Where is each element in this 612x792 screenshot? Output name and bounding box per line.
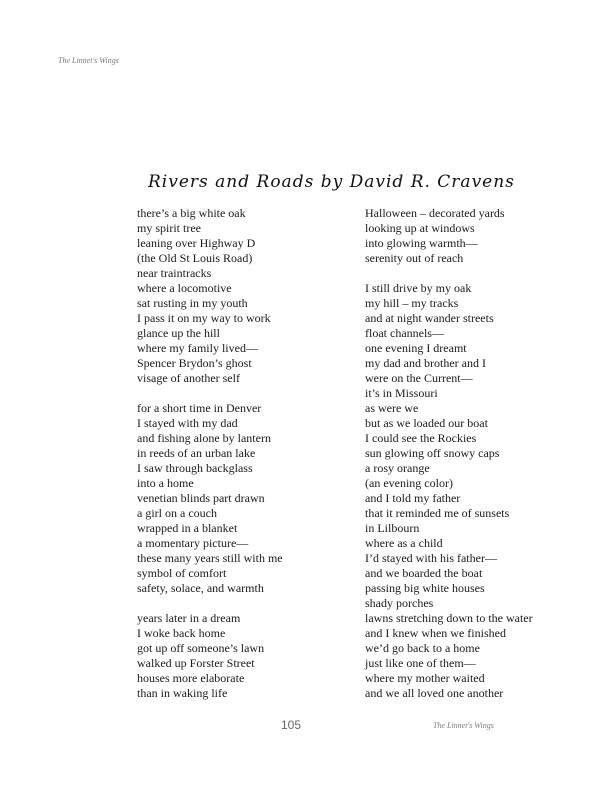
poem-line: wrapped in a blanket: [137, 521, 238, 535]
page-number: 105: [280, 718, 302, 732]
poem-line: as were we: [365, 401, 419, 415]
poem-line: my spirit tree: [137, 221, 201, 235]
poem-line: and I knew when we finished: [365, 626, 506, 640]
poem-line: lawns stretching down to the water: [365, 611, 533, 625]
poem-line: were on the Current—: [365, 371, 473, 385]
poem-line: I still drive by my oak: [365, 281, 472, 295]
poem-line: got up off someone’s lawn: [137, 641, 265, 655]
poem-line: into glowing warmth—: [365, 236, 478, 250]
poem-line: my hill – my tracks: [365, 296, 459, 310]
poem-line: passing big white houses: [365, 581, 485, 595]
poem-line: walked up Forster Street: [137, 656, 255, 670]
poem-line: I saw through backglass: [137, 461, 253, 475]
poem-line: (the Old St Louis Road): [137, 251, 253, 265]
poem-line: float channels—: [365, 326, 444, 340]
poem-line: a momentary picture—: [137, 536, 249, 550]
poem-line: Halloween – decorated yards: [365, 206, 505, 220]
poem-line: there’s a big white oak: [137, 206, 246, 220]
poem-line: safety, solace, and warmth: [137, 581, 264, 595]
poem-line: venetian blinds part drawn: [137, 491, 265, 505]
poem-line: where as a child: [365, 536, 443, 550]
poem-line: we’d go back to a home: [365, 641, 480, 655]
poem-line: a rosy orange: [365, 461, 430, 475]
poem-line: I’d stayed with his father—: [365, 551, 497, 565]
poem-line: that it reminded me of sunsets: [365, 506, 510, 520]
poem-line: sat rusting in my youth: [137, 296, 248, 310]
running-header: The Linnet's Wings: [58, 56, 119, 65]
poem-line: where my mother waited: [365, 671, 485, 685]
poem-line: I woke back home: [137, 626, 226, 640]
poem-line: and I told my father: [365, 491, 461, 505]
poem-line: leaning over Highway D: [137, 236, 256, 250]
poem-title: Rivers and Roads by David R. Cravens: [148, 172, 515, 192]
poem-right-column: [365, 206, 575, 701]
poem-line: where a locomotive: [137, 281, 232, 295]
poem-line: years later in a dream: [137, 611, 241, 625]
poem-line: glance up the hill: [137, 326, 220, 340]
poem-line: looking up at windows: [365, 221, 475, 235]
poem-line: symbol of comfort: [137, 566, 227, 580]
poem-line: [137, 386, 337, 401]
poem-line: in Lilbourn: [365, 521, 420, 535]
poem-line: [365, 266, 575, 281]
poem-line: a girl on a couch: [137, 506, 217, 520]
poem-line: shady porches: [365, 596, 434, 610]
poem-line: and fishing alone by lantern: [137, 431, 271, 445]
poem-line: but as we loaded our boat: [365, 416, 488, 430]
poem-line: in reeds of an urban lake: [137, 446, 256, 460]
poem-line: (an evening color): [365, 476, 453, 490]
poem-line: into a home: [137, 476, 194, 490]
poem-line: near traintracks: [137, 266, 212, 280]
poem-line: where my family lived—: [137, 341, 258, 355]
poem-line: one evening I dreamt: [365, 341, 467, 355]
poem-line: for a short time in Denver: [137, 401, 262, 415]
poem-line: these many years still with me: [137, 551, 283, 565]
poem-line: my dad and brother and I: [365, 356, 486, 370]
poem-line: visage of another self: [137, 371, 240, 385]
poem-line: and we all loved one another: [365, 686, 504, 700]
poem-line: than in waking life: [137, 686, 228, 700]
poem-line: I stayed with my dad: [137, 416, 238, 430]
poem-line: sun glowing off snowy caps: [365, 446, 500, 460]
poem-line: serenity out of reach: [365, 251, 464, 265]
poem-line: houses more elaborate: [137, 671, 245, 685]
poem-line: [137, 596, 337, 611]
poem-line: and we boarded the boat: [365, 566, 483, 580]
poem-left-column: [137, 206, 337, 701]
running-footer: The Linnet's Wings: [433, 721, 494, 730]
poem-line: Spencer Brydon’s ghost: [137, 356, 252, 370]
poem-line: I could see the Rockies: [365, 431, 477, 445]
poem-line: just like one of them—: [365, 656, 476, 670]
poem-line: and at night wander streets: [365, 311, 494, 325]
poem-line: I pass it on my way to work: [137, 311, 271, 325]
poem-line: it’s in Missouri: [365, 386, 438, 400]
